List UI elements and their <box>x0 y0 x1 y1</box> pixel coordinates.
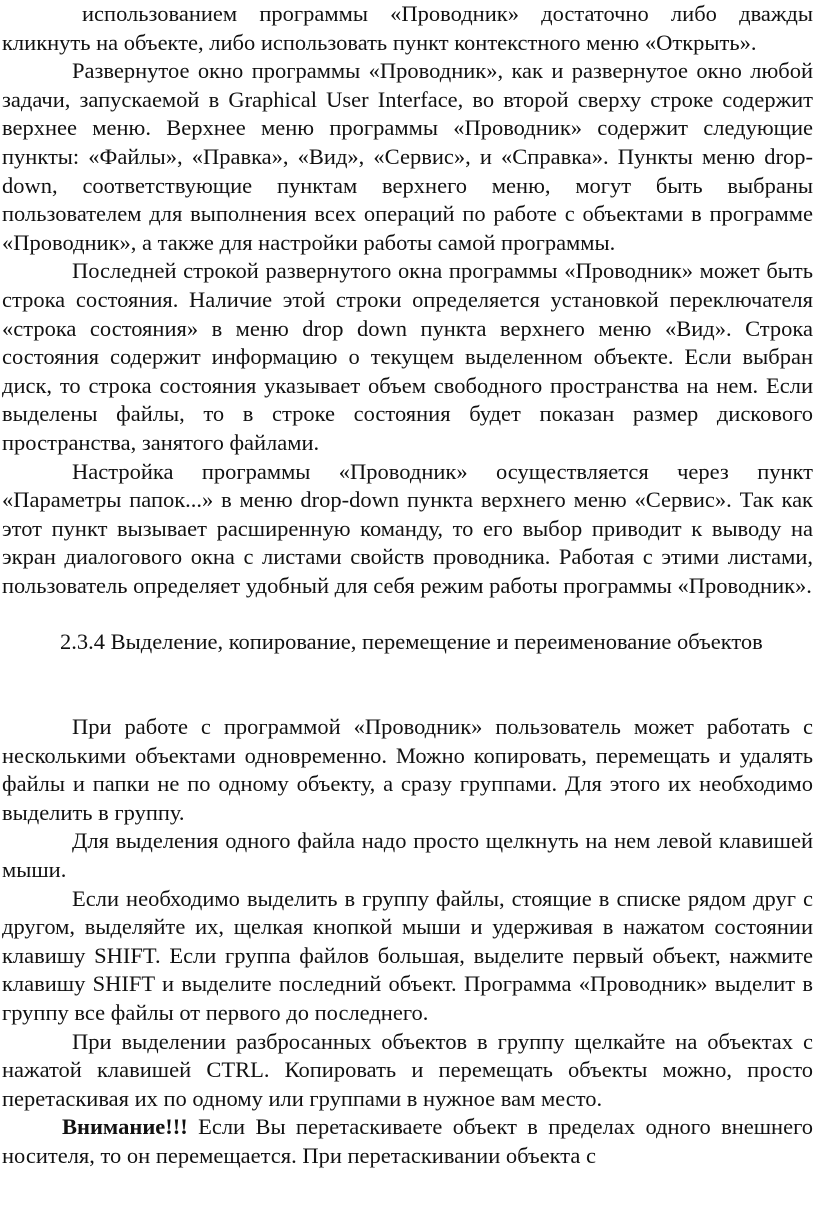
paragraph-status-bar: Последней строкой развернутого окна программы «Проводник» может быть строка состояния. Наличие этой строки определяется установкой переключателя «строка состояния» в меню drop down пункта верхнего меню «Вид». Строка состояния содержит информацию о текущем выделенном объекте. Если выбран диск, то строка состояния указывает объем свободного пространства на нем. Если выделены файлы, то в строке состояния будет показан размер дискового пространства, занятого файлами. <box>2 258 813 455</box>
warning-label: Внимание!!! <box>62 1114 188 1140</box>
paragraph-continuation <box>2 0 813 57</box>
paragraph-top-menu: Развернутое окно программы «Проводник», как и развернутое окно любой задачи, запускаемой в Graphical User Interface, во второй сверху строке содержит верхнее меню. Верхнее меню программы «Проводник» содержит следующие пункты: «Файлы», «Правка», «Вид», «Сервис», и «Справка». Пункты меню drop-down, соответствующие пунктам верхнего меню, могут быть выбраны пользователем для выполнения всех операций по работе с объектами в программе «Проводник», а также для настройки работы самой программы. <box>2 58 813 255</box>
paragraph-warning <box>2 1113 813 1170</box>
spacer <box>2 657 813 713</box>
paragraph-single-select: Для выделения одного файла надо просто щелкнуть на нем левой клавишей мыши. <box>2 828 813 883</box>
paragraph-group-work: При работе с программой «Проводник» пользователь может работать с несколькими объектами одновременно. Можно копировать, перемещать и удалять файлы и папки не по одному объекту, а сразу группами. Для этого их необходимо выделить в группу. <box>2 714 813 825</box>
warning-text: Если Вы перетаскиваете объект в пределах одного внешнего носителя, то он перемещается. При перетаскивании объекта с <box>2 1114 813 1168</box>
section-heading: 2.3.4 Выделение, копирование, перемещение и переименование объектов <box>60 629 763 655</box>
paragraph-text: использованием программы «Проводник» достаточно либо дважды кликнуть на объекте, либо использовать пункт контекстного меню «Открыть». <box>2 1 813 55</box>
paragraph-shift-select: Если необходимо выделить в группу файлы, стоящие в списке рядом друг с другом, выделяйте их, щелкая кнопкой мыши и удерживая в нажатом состоянии клавишу SHIFT. Если группа файлов большая, выделите первый объект, нажмите клавишу SHIFT и выделите последний объект. Программа «Проводник» выделит в группу все файлы от первого до последнего. <box>2 885 813 1025</box>
paragraph-settings: Настройка программы «Проводник» осуществляется через пункт «Параметры папок...» в меню drop-down пункта верхнего меню «Сервис». Так как этот пункт вызывает расширенную команду, то его выбор приводит к выводу на экран диалогового окна с листами свойств проводника. Работая с этими листами, пользователь определяет удобный для себя режим работы программы «Проводник». <box>2 458 813 598</box>
paragraph-ctrl-select: При выделении разбросанных объектов в группу щелкайте на объектах с нажатой клавишей CTRL. Копировать и перемещать объекты можно, просто перетаскивая их по одному или группами в нужное вам место. <box>2 1028 813 1111</box>
